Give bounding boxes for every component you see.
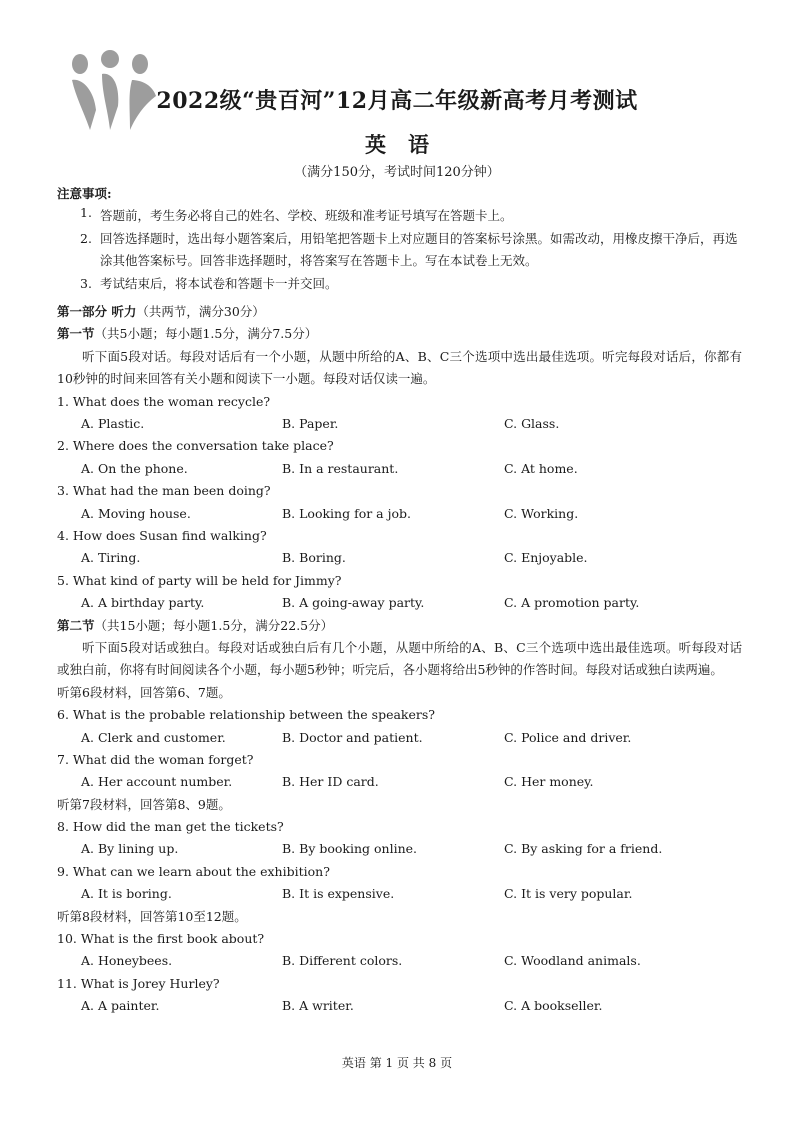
options-5: [57, 592, 742, 614]
options-9: [57, 883, 742, 905]
option-b: B. Different colors.: [282, 953, 403, 969]
question-4: 4. How does Susan find walking?: [57, 527, 267, 543]
option-a: A. Tiring.: [81, 550, 141, 566]
material-6: 听第6段材料，回答第6、7题。: [57, 684, 231, 700]
options-10: [57, 950, 742, 972]
option-a: A. A painter.: [81, 998, 160, 1014]
question-5: 5. What kind of party will be held for Jimmy?: [57, 572, 342, 588]
option-b: B. By booking online.: [282, 841, 417, 857]
note-item: 1. 答题前，考生务必将自己的姓名、学校、班级和准考证号填写在答题卡上。: [80, 205, 513, 224]
subject-title: 英语: [365, 132, 451, 157]
option-b: B. Looking for a job.: [282, 505, 411, 521]
options-6: [57, 727, 742, 749]
option-c: C. Her money.: [504, 774, 594, 790]
option-a: A. Plastic.: [81, 416, 145, 431]
question-7: 7. What did the woman forget?: [57, 751, 254, 767]
note-item: 3. 考试结束后，将本试卷和答题卡一并交回。: [80, 275, 338, 291]
section2-instructions: 听下面5段对话或独白。每段对话或独白后有几个小题，从题中所给的A、B、C三个选项中选出最佳选项。听每段对话或独白前，你将有时间阅读各个小题，每小题5秒钟；听完后，各小题将给出5秒钟的作答时间。每段对话或独白读两遍。: [57, 639, 742, 678]
options-7: [57, 771, 742, 793]
option-b: B. It is expensive.: [282, 886, 395, 902]
question-9: 9. What can we learn about the exhibition?: [57, 863, 330, 879]
material-8: 听第8段材料，回答第10至12题。: [57, 908, 247, 924]
exam-meta: （满分150分，考试时间120分钟）: [294, 165, 500, 180]
option-c: C. At home.: [504, 460, 578, 476]
section1-instructions: 听下面5段对话。每段对话后有一个小题，从题中所给的A、B、C三个选项中选出最佳选项。听完每段对话后，你都有10秒钟的时间来回答有关小题和阅读下一小题。每段对话仅读一遍。: [57, 348, 742, 387]
option-a: A. Moving house.: [81, 505, 191, 521]
option-c: C. Glass.: [504, 416, 560, 431]
page-footer: 英语 第 1 页 共 8 页: [341, 1056, 453, 1070]
options-3: [57, 503, 742, 525]
options-4: [57, 547, 742, 569]
option-c: C. It is very popular.: [504, 886, 633, 902]
option-c: C. Police and driver.: [504, 729, 632, 745]
section1-heading: 第一节（共5小题；每小题1.5分，满分7.5分）: [57, 326, 318, 342]
option-c: C. A promotion party.: [504, 595, 640, 611]
question-1: 1. What does the woman recycle?: [57, 393, 271, 409]
question-10: 10. What is the first book about?: [57, 931, 265, 947]
notes-heading: 注意事项:: [57, 186, 112, 201]
option-a: A. By lining up.: [81, 841, 179, 857]
option-a: A. Honeybees.: [81, 953, 173, 969]
options-2: [57, 458, 742, 480]
exam-content: [57, 183, 742, 1018]
option-c: C. Enjoyable.: [504, 550, 588, 566]
options-1: [57, 413, 742, 435]
option-c: C. Working.: [504, 505, 579, 521]
option-b: B. In a restaurant.: [282, 460, 399, 476]
option-b: B. A writer.: [282, 998, 354, 1014]
option-a: A. On the phone.: [81, 460, 188, 476]
option-c: C. Woodland animals.: [504, 953, 641, 969]
option-b: B. Her ID card.: [282, 774, 379, 790]
option-a: A. It is boring.: [81, 886, 172, 902]
options-8: [57, 838, 742, 860]
question-3: 3. What had the man been doing?: [57, 483, 271, 499]
question-2: 2. Where does the conversation take place?: [57, 438, 334, 454]
section2-heading: 第二节（共15小题；每小题1.5分，满分22.5分）: [57, 617, 334, 633]
exam-title: 2022级“贵百河”12月高二年级新高考月考测试: [156, 88, 638, 114]
part1-heading: 第一部分 听力（共两节，满分30分）: [57, 304, 265, 320]
material-7: 听第7段材料，回答第8、9题。: [57, 796, 231, 812]
option-b: B. Boring.: [282, 550, 346, 566]
question-6: 6. What is the probable relationship between the speakers?: [57, 707, 435, 723]
option-a: A. A birthday party.: [81, 595, 205, 611]
option-b: B. A going-away party.: [282, 595, 425, 611]
options-11: [57, 995, 742, 1017]
question-8: 8. How did the man get the tickets?: [57, 819, 284, 835]
option-c: C. A bookseller.: [504, 998, 603, 1014]
option-b: B. Doctor and patient.: [282, 729, 423, 745]
note-item: 2. 回答选择题时，选出每小题答案后，用铅笔把答题卡上对应题目的答案标号涂黑。如需改动，用橡皮擦干净后，再选涂其他答案标号。回答非选择题时，将答案写在答题卡上。写在本试卷上无效。: [80, 230, 738, 269]
option-c: C. By asking for a friend.: [504, 841, 663, 857]
option-b: B. Paper.: [282, 416, 339, 431]
option-a: A. Her account number.: [81, 774, 233, 790]
option-a: A. Clerk and customer.: [81, 729, 226, 745]
question-11: 11. What is Jorey Hurley?: [57, 975, 220, 991]
